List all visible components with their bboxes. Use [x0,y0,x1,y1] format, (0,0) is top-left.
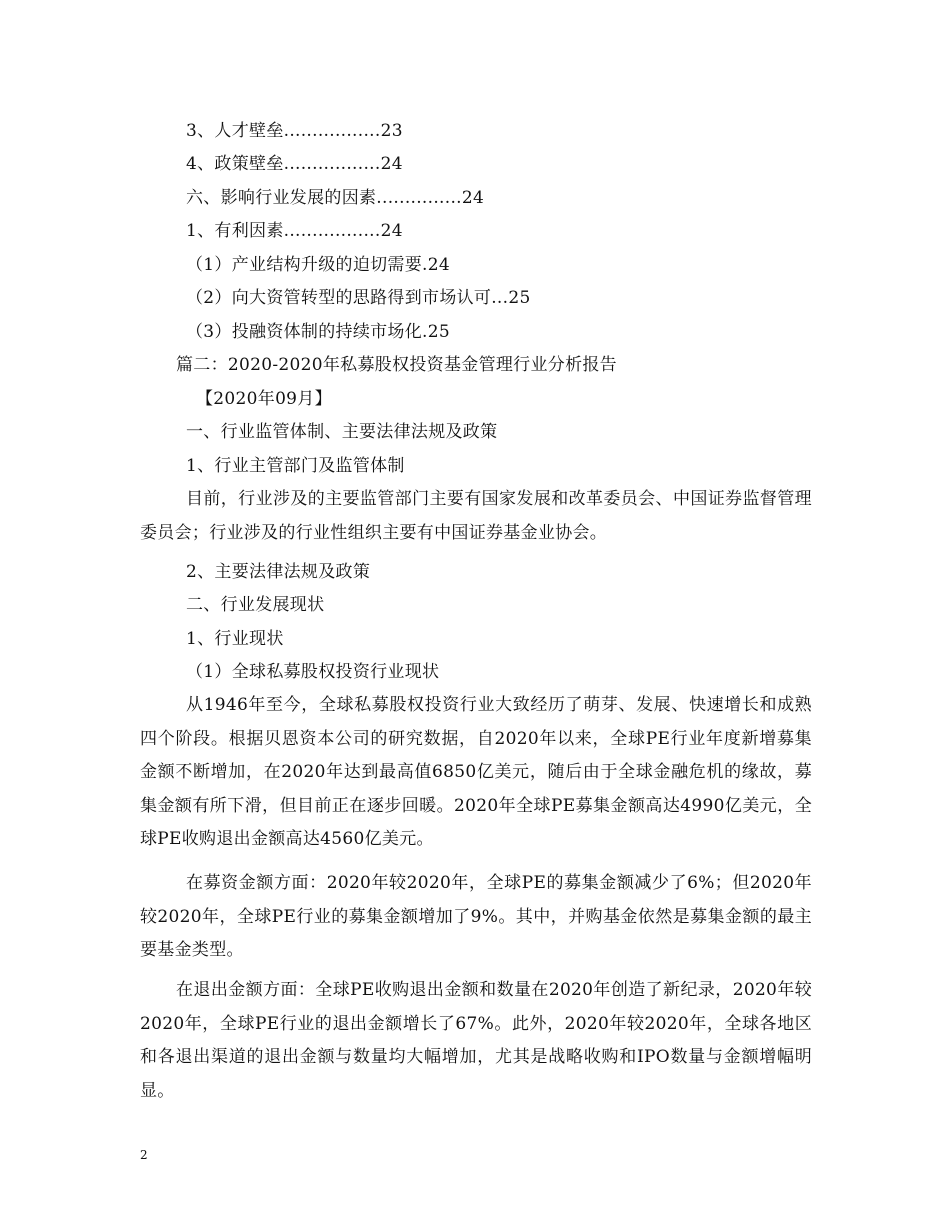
toc-entry: （3）投融资体制的持续市场化.25 [186,322,450,342]
page-number: 2 [140,1148,148,1162]
toc-entry: （2）向大资管转型的思路得到市场认可...25 [186,288,531,308]
report-date: 【2020年09月】 [196,389,332,409]
section-heading: 一、行业监管体制、主要法律法规及政策 [186,422,498,442]
paragraph-history: 从1946年至今，全球私募股权投资行业大致经历了萌芽、发展、快速增长和成熟四个阶段。根据贝恩资本公司的研究数据，自2020年以来，全球PE行业年度新增募集金额不断增加，在2020年达到最高值6850亿美元，随后由于全球金融危机的缘故，募集金额有所下滑，但目前正在逐步回暖。2020年全球PE募集金额高达4990亿美元，全球PE收购退出金额高达4560亿美元。 [140,695,812,849]
paragraph-regulators: 目前，行业涉及的主要监管部门主要有国家发展和改革委员会、中国证券监督管理委员会；行业涉及的行业性组织主要有中国证券基金业协会。 [140,489,812,543]
toc-entry: 六、影响行业发展的因素...............24 [186,188,485,208]
paragraph-fundraising: 在募资金额方面：2020年较2020年，全球PE的募集金额减少了6%；但2020年较2020年，全球PE行业的募集金额增加了9%。其中，并购基金依然是募集金额的最主要基金类型。 [140,873,812,960]
section-heading: 二、行业发展现状 [186,595,325,615]
toc-entry: 3、人才壁垒.................23 [186,121,403,141]
toc-entry: （1）产业结构升级的迫切需要.24 [186,255,450,275]
paragraph-exit: 在退出金额方面：全球PE收购退出金额和数量在2020年创造了新纪录，2020年较2020年，全球PE行业的退出金额增长了67%。此外，2020年较2020年，全球各地区和各退出渠道的退出金额与数量均大幅增加，尤其是战略收购和IPO数量与金额增幅明显。 [140,980,812,1101]
subsection-heading: 1、行业主管部门及监管体制 [186,456,405,476]
subsection-heading: 1、行业现状 [186,629,284,649]
subsection-heading: 2、主要法律法规及政策 [186,562,371,582]
toc-entry: 1、有利因素.................24 [186,221,403,241]
toc-entry: 4、政策壁垒.................24 [186,154,403,174]
subsubsection-heading: （1）全球私募股权投资行业现状 [186,662,440,682]
part-title: 篇二：2020-2020年私募股权投资基金管理行业分析报告 [176,355,617,375]
